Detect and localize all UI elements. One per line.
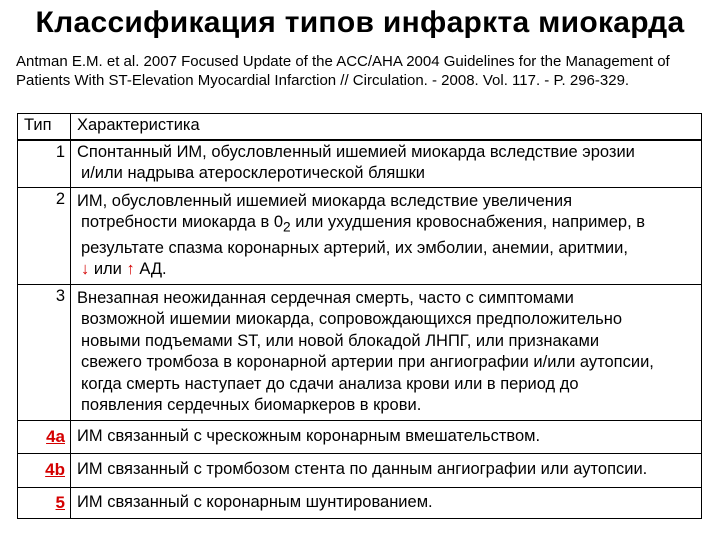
text-line: новыми подъемами ST, или новой блокадой ЛНПГ, или признаками [81, 331, 600, 350]
row-type: 4a [18, 420, 71, 454]
row-characteristic [71, 284, 702, 420]
table-row [18, 140, 702, 188]
table-row [18, 284, 702, 420]
header-characteristic: Характеристика [71, 114, 702, 140]
row-type: 1 [18, 140, 71, 188]
row-characteristic: ИМ связанный с коронарным шунтированием. [71, 487, 702, 519]
row-type: 4b [18, 454, 71, 488]
arrow-down-icon: ↓ [81, 260, 90, 279]
text-line: ИМ, обусловленный ишемией миокарда вследствие увеличения [77, 191, 573, 210]
text-line [77, 212, 697, 238]
row-type: 2 [18, 187, 71, 284]
text-fragment: потребности миокарда в 0 [81, 213, 284, 231]
subscript: 2 [283, 219, 291, 235]
table-row [18, 187, 702, 284]
text-line: и/или надрыва атеросклеротической бляшки [81, 164, 426, 182]
text-line [77, 259, 697, 281]
table-header-row [18, 114, 702, 140]
text-fragment: АД. [134, 260, 167, 279]
row-characteristic: ИМ связанный с чрескожным коронарным вмешательством. [71, 420, 702, 454]
table-row [18, 420, 702, 454]
row-characteristic [71, 140, 702, 188]
header-type: Тип [18, 114, 71, 140]
row-type: 3 [18, 284, 71, 420]
text-line: возможной ишемии миокарда, сопровождающихся предположительно [81, 310, 623, 329]
text-fragment: или ухудшения кровоснабжения, например, в [290, 213, 646, 231]
table-row [18, 487, 702, 519]
text-line: Спонтанный ИМ, обусловленный ишемией миокарда вследствие эрозии [77, 142, 635, 161]
row-characteristic: ИМ связанный с тромбозом стента по данным ангиографии или аутопсии. [71, 454, 702, 488]
text-fragment: или [89, 260, 127, 279]
reference-citation: Antman E.M. et al. 2007 Focused Update of the ACC/AHA 2004 Guidelines for the Management of Patients With ST-Elevation Myocardial Infarction // Circulation. - 2008. Vol. 117. - P. 296-329. [16, 53, 670, 89]
text-line: когда смерть наступает до сдачи анализа крови или в период до [81, 374, 579, 393]
table-row [18, 454, 702, 488]
row-characteristic [71, 187, 702, 284]
text-line: Внезапная неожиданная сердечная смерть, часто с симптомами [77, 288, 574, 307]
mi-classification-table [17, 113, 702, 519]
text-line: свежего тромбоза в коронарной артерии при ангиографии и/или аутопсии, [81, 353, 654, 372]
text-line: результате спазма коронарных артерий, их эмболии, анемии, аритмии, [81, 238, 628, 257]
row-type: 5 [18, 487, 71, 519]
page-title: Классификация типов инфаркта миокарда [35, 6, 685, 39]
arrow-up-icon: ↑ [126, 260, 135, 279]
text-line: появления сердечных биомаркеров в крови. [81, 396, 422, 415]
